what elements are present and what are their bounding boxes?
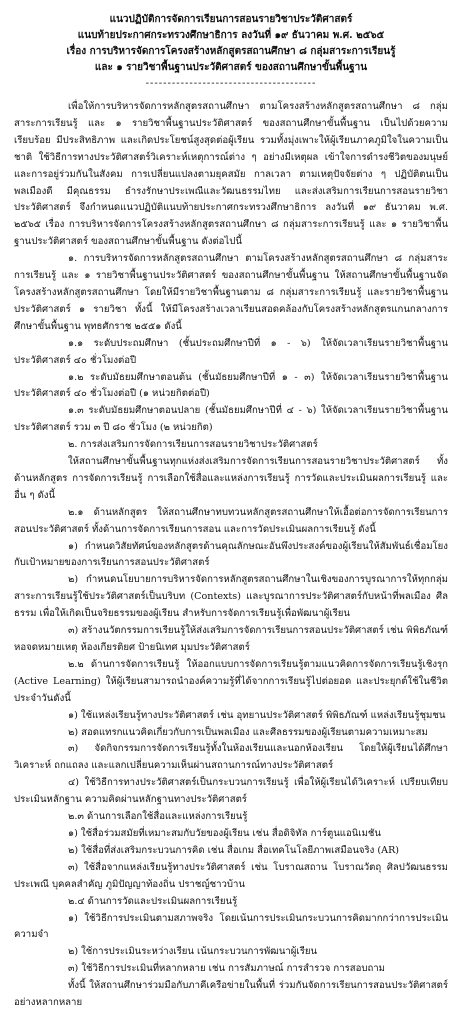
- section-2-1-item-1: ๑) กำหนดวิสัยทัศน์ของหลักสูตรด้านคุณลักษณะอันพึงประสงค์ของผู้เรียนให้สัมพันธ์เชื่อมโยงกับเป้าหมายของการเรียนการสอนประวัติศาสตร์: [14, 540, 448, 569]
- section-1-2: ๑.๒ ระดับมัธยมศึกษาตอนต้น (ชั้นมัธยมศึกษาปีที่ ๑ - ๓) ให้จัดเวลาเรียนรายวิชาพื้นฐานประวัติศาสตร์ ๔๐ ชั่วโมงต่อปี (๑ หน่วยกิตต่อปี): [14, 371, 448, 400]
- section-2-3-item-1: ๑) ใช้สื่อร่วมสมัยที่เหมาะสมกับวัยของผู้เรียน เช่น สื่อดิจิทัล การ์ตูนแอนิเมชัน: [68, 827, 381, 839]
- section-2-3-item-3: ๓) ใช้สื่อจากแหล่งเรียนรู้ทางประวัติศาสตร์ เช่น โบราณสถาน โบราณวัตถุ ศิลปวัฒนธรรม ประเพณี บุคคลสำคัญ ภูมิปัญญาท้องถิ่น ปราชญ์ชาวบ้าน: [14, 861, 448, 890]
- section-2-heading: ๒. การส่งเสริมการจัดการเรียนการสอนรายวิชาประวัติศาสตร์: [68, 439, 318, 451]
- section-2-intro: ให้สถานศึกษาขั้นพื้นฐานทุกแห่งส่งเสริมการจัดการเรียนการสอนรายวิชาประวัติศาสตร์ ทั้งด้านหลักสูตร การจัดการเรียนรู้ การเลือกใช้สื่อและแหล่งการเรียนรู้ การวัดและประเมินผลการเรียนรู้ และอื่น ๆ ดังนี้: [14, 456, 448, 501]
- section-2-2-item-3: ๓) จัดกิจกรรมการจัดการเรียนรู้ทั้งในห้องเรียนและนอกห้องเรียน โดยให้ผู้เรียนได้ศึกษา วิเคราะห์ ถกแถลง และแลกเปลี่ยนความเห็นผ่านสถานการณ์ทางประวัติศาสตร์: [14, 743, 448, 772]
- header-announcement: แนบท้ายประกาศกระทรวงศึกษาธิการ ลงวันที่ ๑๙ ธันวาคม พ.ศ. ๒๕๖๕: [77, 30, 385, 41]
- document-header: [14, 12, 448, 76]
- section-2-1-item-3: ๓) สร้างนวัตกรรมการเรียนรู้ให้ส่งเสริมการจัดการเรียนการสอนประวัติศาสตร์ เช่น พิพิธภัณฑ์ หอจดหมายเหตุ ห้องเกียรติยศ ป้ายนิเทศ มุมประวัติศาสตร์: [14, 625, 448, 653]
- intro-paragraph: เพื่อให้การบริหารจัดการหลักสูตรสถานศึกษา ตามโครงสร้างหลักสูตรสถานศึกษา ๘ กลุ่มสาระการเรียนรู้ และ ๑ รายวิชาพื้นฐานประวัติศาสตร์ ของสถานศึกษาขั้นพื้นฐาน เป็นไปด้วยความเรียบร้อย มีประสิทธิภาพ และเกิดประโยชน์สูงสุดต่อผู้เรียน รวมทั้งมุ่งเพาะให้ผู้เรียนภาคภูมิใจในความเป็นชาติ ใช้วิธีการทางประวัติศาสตร์วิเคราะห์เหตุการณ์ต่าง ๆ อย่างมีเหตุผล เข้าใจการดำรงชีวิตของมนุษย์และการอยู่ร่วมกันในสังคม การเปลี่ยนแปลงตามยุคสมัย กาลเวลา ตามเหตุปัจจัยต่าง ๆ ปฏิบัติตนเป็นพลเมืองดี มีคุณธรรม ธำรงรักษาประเพณีและวัฒนธรรมไทย และส่งเสริมการเรียนการสอนรายวิชาประวัติศาสตร์ จึงกำหนดแนวปฏิบัติแนบท้ายประกาศกระทรวงศึกษาธิการ ลงวันที่ ๑๙ ธันวาคม พ.ศ. ๒๕๖๕ เรื่อง การบริหารจัดการโครงสร้างหลักสูตรสถานศึกษา ๘ กลุ่มสาระการเรียนรู้ และ ๑ รายวิชาพื้นฐานประวัติศาสตร์ ของสถานศึกษาขั้นพื้นฐาน ดังต่อไปนี้: [14, 101, 448, 248]
- section-2-4-item-1: ๑) ใช้วิธีการประเมินตามสภาพจริง โดยเน้นการประเมินกระบวนการคิดมากกว่าการประเมินความจำ: [14, 912, 448, 941]
- header-title: แนวปฏิบัติการจัดการเรียนการสอนรายวิชาประวัติศาสตร์: [109, 14, 353, 25]
- section-2-2-item-1: ๑) ใช้แหล่งเรียนรู้ทางประวัติศาสตร์ เช่น อุทยานประวัติศาสตร์ พิพิธภัณฑ์ แหล่งเรียนรู้ชุมชน: [68, 709, 446, 721]
- section-2-1: ๒.๑ ด้านหลักสูตร ให้สถานศึกษาทบทวนหลักสูตรสถานศึกษาให้เอื้อต่อการจัดการเรียนการสอนประวัติศาสตร์ ทั้งด้านการจัดการเรียนการสอน และการวัดประเมินผลการเรียนรู้ ดังนี้: [14, 506, 448, 535]
- section-2-2-item-2: ๒) สอดแทรกแนวคิดเกี่ยวกับการเป็นพลเมือง และศีลธรรมของผู้เรียนตามความเหมาะสม: [68, 726, 428, 738]
- header-subject-cont: และ ๑ รายวิชาพื้นฐานประวัติศาสตร์ ของสถานศึกษาขั้นพื้นฐาน: [94, 62, 368, 73]
- section-2-3-item-2: ๒) ใช้สื่อที่ส่งเสริมกระบวนการคิด เช่น สื่อเกม สื่อเทคโนโลยีภาพเสมือนจริง (AR): [68, 844, 400, 856]
- document-body: [14, 99, 448, 1012]
- section-1: ๑. การบริหารจัดการหลักสูตรสถานศึกษา ตามโครงสร้างหลักสูตรสถานศึกษา ๘ กลุ่มสาระการเรียนรู้ และ ๑ รายวิชาพื้นฐานประวัติศาสตร์ ของสถานศึกษาขั้นพื้นฐาน ให้สถานศึกษาขั้นพื้นฐานจัดโครงสร้างหลักสูตรสถานศึกษา โดยให้มีรายวิชาพื้นฐานตาม ๘ กลุ่มสาระการเรียนรู้ และรายวิชาพื้นฐานประวัติศาสตร์ ๑ รายวิชา ทั้งนี้ ให้มีโครงสร้างเวลาเรียนสอดคล้องกับโครงสร้างหลักสูตรแกนกลางการศึกษาขั้นพื้นฐาน พุทธศักราช ๒๕๕๑ ดังนี้: [14, 253, 448, 332]
- header-subject: เรื่อง การบริหารจัดการโครงสร้างหลักสูตรสถานศึกษา ๘ กลุ่มสาระการเรียนรู้: [66, 46, 396, 57]
- section-1-1: ๑.๑ ระดับประถมศึกษา (ชั้นประถมศึกษาปีที่ ๑ - ๖) ให้จัดเวลาเรียนรายวิชาพื้นฐานประวัติศาสตร์ ๔๐ ชั่วโมงต่อปี: [14, 337, 448, 366]
- section-2-4: ๒.๔ ด้านการวัดและประเมินผลการเรียนรู้: [68, 895, 238, 907]
- section-1-3: ๑.๓ ระดับมัธยมศึกษาตอนปลาย (ชั้นมัธยมศึกษาปีที่ ๔ - ๖) ให้จัดเวลาเรียนรายวิชาพื้นฐานประวัติศาสตร์ รวม ๓ ปี ๘๐ ชั่วโมง (๒ หน่วยกิต): [14, 405, 448, 434]
- section-2-1-item-2: ๒) กำหนดนโยบายการบริหารจัดการหลักสูตรสถานศึกษาในเชิงของการบูรณาการให้ทุกกลุ่มสาระการเรียนรู้ใช้ประวัติศาสตร์เป็นบริบท (Contexts) และบูรณาการประวัติศาสตร์กับหน้าที่พลเมือง ศีลธรรม เพื่อให้เกิดเป็นจริยธรรมของผู้เรียน สำหรับการจัดการเรียนรู้เพื่อพัฒนาผู้เรียน: [14, 574, 448, 620]
- section-2-2: ๒.๒ ด้านการจัดการเรียนรู้ ให้ออกแบบการจัดการเรียนรู้ตามแนวคิดการจัดการเรียนรู้เชิงรุก (Active Learning) ให้ผู้เรียนสามารถนำองค์ความรู้ที่ได้จากการเรียนรู้ไปต่อยอด และประยุกต์ใช้ในชีวิตประจำวันดังนี้: [14, 658, 448, 704]
- section-2-3: ๒.๓ ด้านการเลือกใช้สื่อและแหล่งการเรียนรู้: [68, 811, 248, 823]
- closing-paragraph: ทั้งนี้ ให้สถานศึกษาร่วมมือกับภาคีเครือข่ายในพื้นที่ ร่วมกันจัดการเรียนการสอนประวัติศาสตร์อย่างหลากหลาย: [14, 980, 448, 1009]
- section-2-2-item-4: ๔) ใช้วิธีการทางประวัติศาสตร์เป็นกระบวนการเรียนรู้ เพื่อให้ผู้เรียนได้วิเคราะห์ เปรียบเทียบ ประเมินหลักฐาน ความคิดผ่านหลักฐานทางประวัติศาสตร์: [14, 777, 448, 806]
- section-2-4-item-2: ๒) ใช้การประเมินระหว่างเรียน เน้นกระบวนการพัฒนาผู้เรียน: [68, 946, 318, 958]
- section-2-4-item-3: ๓) ใช้วิธีการประเมินที่หลากหลาย เช่น การสัมภาษณ์ การสำรวจ การสอบถาม: [68, 963, 385, 975]
- header-rule: ---------------------------------------: [145, 78, 317, 89]
